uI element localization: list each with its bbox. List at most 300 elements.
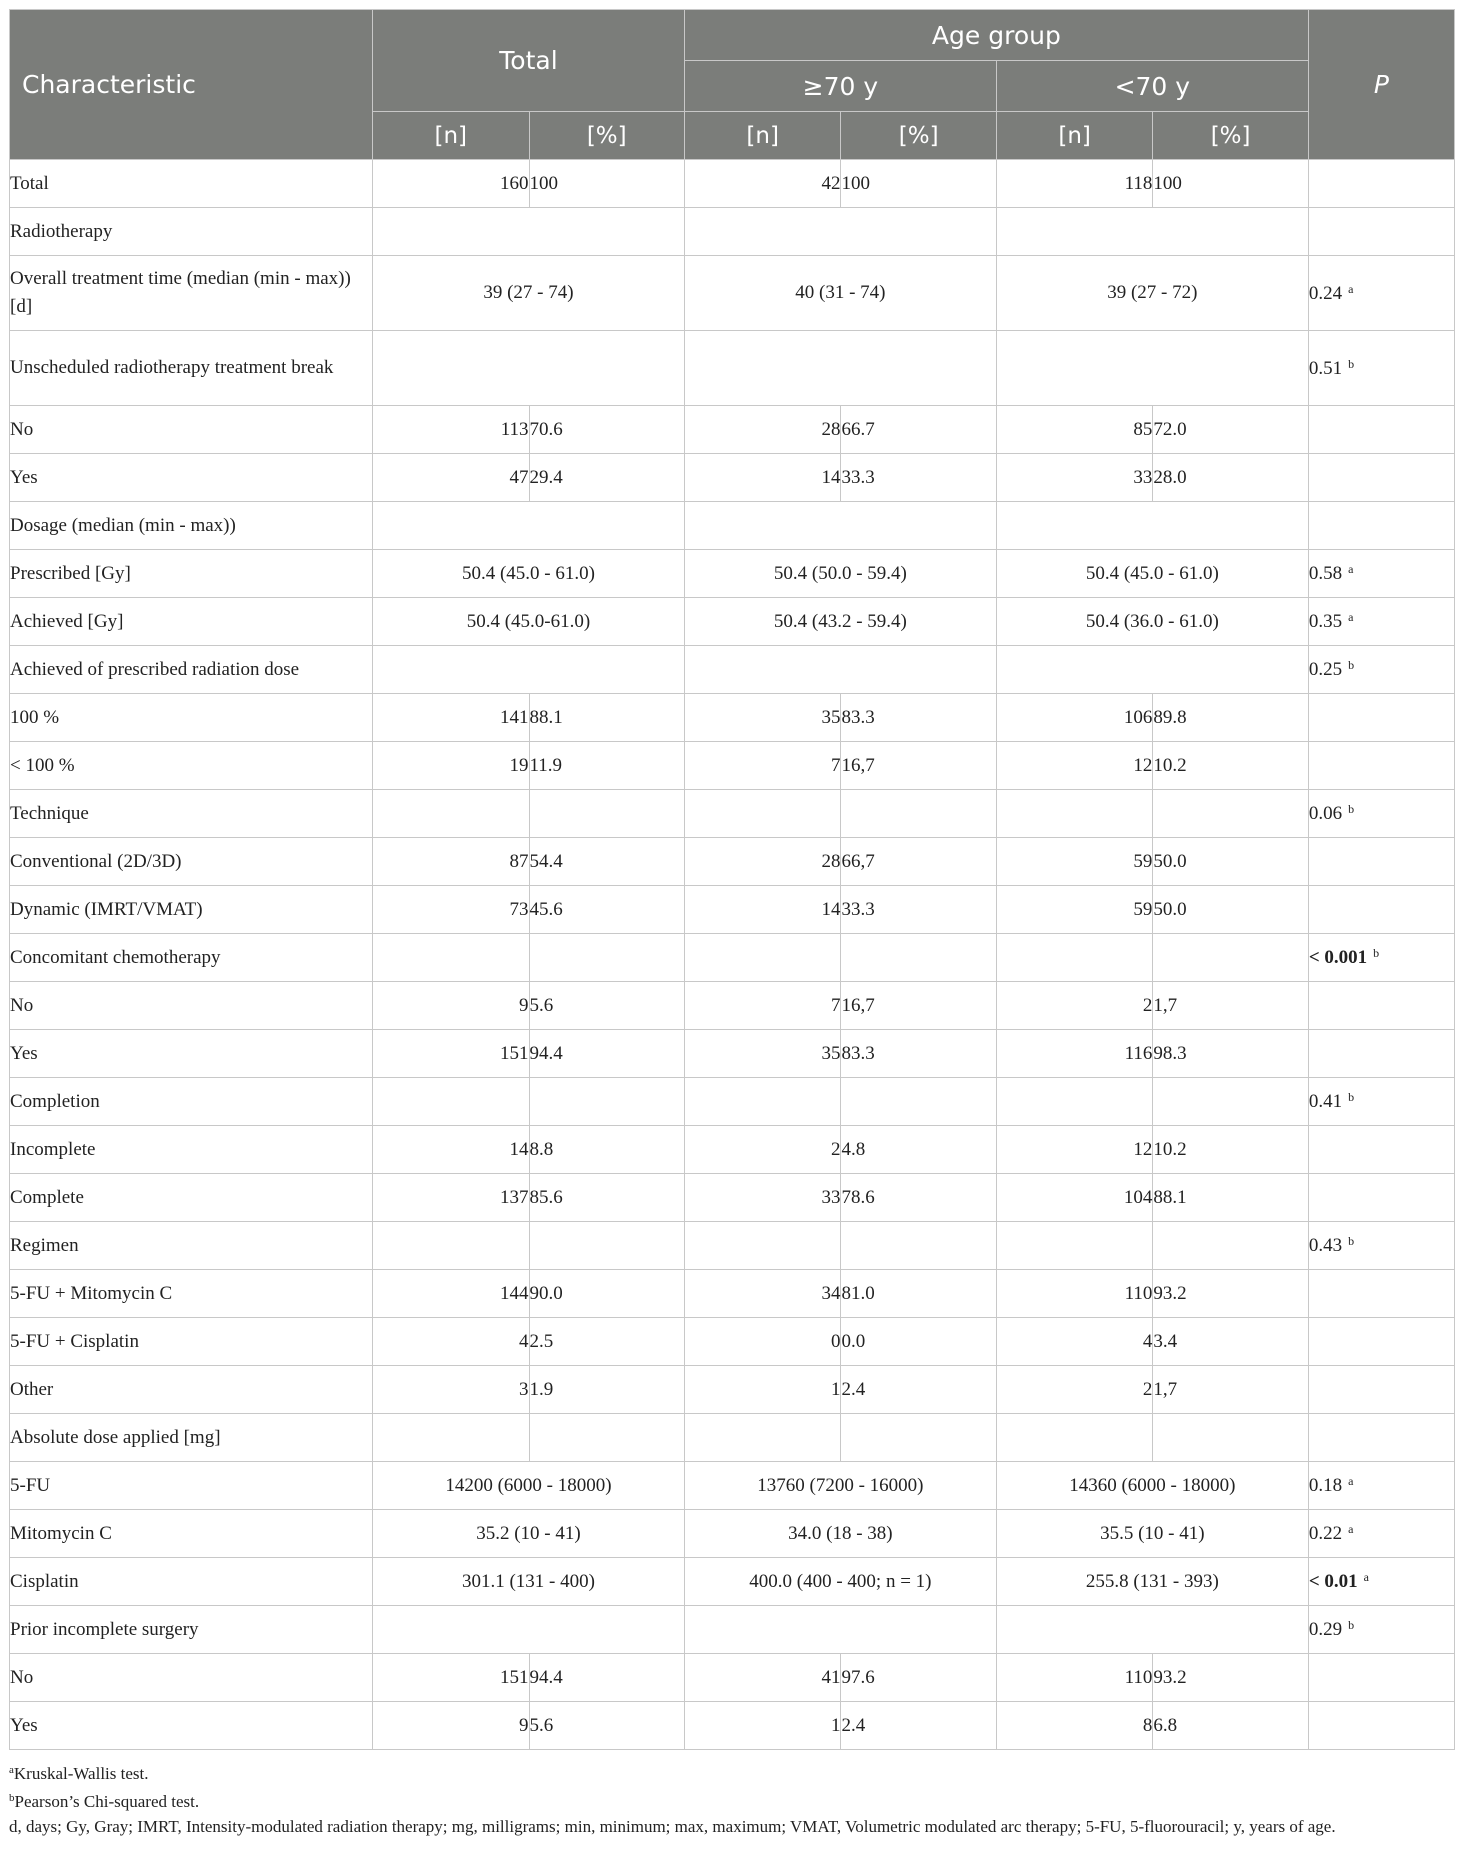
empty-cell: [529, 934, 684, 982]
empty-cell: [684, 502, 996, 550]
empty-cell: [841, 934, 996, 982]
footnote-marker: b: [9, 1792, 15, 1804]
table-row: [10, 1462, 1455, 1510]
table-row: [10, 1414, 1455, 1462]
row-label: Cisplatin: [10, 1558, 373, 1606]
lt70-pct: 1,7: [1153, 1366, 1308, 1414]
row-label: Total: [10, 160, 373, 208]
empty-cell: [841, 1078, 996, 1126]
ge70-pct: 83.3: [841, 694, 996, 742]
total-n: 47: [372, 454, 529, 502]
p-value: [1308, 982, 1454, 1030]
empty-cell: [841, 1414, 996, 1462]
header-lt70-pct: [%]: [1153, 112, 1308, 160]
empty-cell: [684, 646, 996, 694]
p-value: [1308, 1318, 1454, 1366]
table-row: [10, 790, 1455, 838]
total-n: 113: [372, 406, 529, 454]
p-value: [1308, 208, 1454, 256]
row-label: Absolute dose applied [mg]: [10, 1414, 373, 1462]
empty-cell: [996, 1222, 1153, 1270]
footnote: [9, 1758, 1455, 1786]
lt70-value: 255.8 (131 - 393): [996, 1558, 1308, 1606]
ge70-pct: 66,7: [841, 838, 996, 886]
p-value-text: 0.58: [1308, 563, 1343, 584]
empty-cell: [996, 208, 1308, 256]
table-row: [10, 1366, 1455, 1414]
test-footnote-marker: a: [1348, 281, 1354, 296]
ge70-n: 41: [684, 1654, 841, 1702]
header-total-n: [n]: [372, 112, 529, 160]
empty-cell: [996, 790, 1153, 838]
total-n: 9: [372, 982, 529, 1030]
total-pct: 5.6: [529, 1702, 684, 1750]
test-footnote-marker: b: [1348, 356, 1355, 371]
total-pct: 90.0: [529, 1270, 684, 1318]
p-value-text: 0.25: [1308, 659, 1343, 680]
table-row: [10, 598, 1455, 646]
row-label: Achieved [Gy]: [10, 598, 373, 646]
row-label: Concomitant chemotherapy: [10, 934, 373, 982]
ge70-pct: 16,7: [841, 982, 996, 1030]
empty-cell: [684, 934, 841, 982]
table-row: [10, 454, 1455, 502]
empty-cell: [372, 790, 529, 838]
lt70-n: 8: [996, 1702, 1153, 1750]
total-value: 50.4 (45.0 - 61.0): [372, 550, 684, 598]
lt70-value: 50.4 (36.0 - 61.0): [996, 598, 1308, 646]
empty-cell: [996, 934, 1153, 982]
ge70-n: 14: [684, 454, 841, 502]
lt70-n: 110: [996, 1270, 1153, 1318]
row-label: 5-FU + Cisplatin: [10, 1318, 373, 1366]
empty-cell: [1153, 790, 1308, 838]
row-label: No: [10, 1654, 373, 1702]
p-value: [1308, 1702, 1454, 1750]
empty-cell: [372, 1078, 529, 1126]
p-value: [1308, 1462, 1454, 1510]
p-value: [1308, 256, 1454, 331]
ge70-pct: 2.4: [841, 1366, 996, 1414]
total-pct: 2.5: [529, 1318, 684, 1366]
ge70-value: 50.4 (43.2 - 59.4): [684, 598, 996, 646]
total-pct: 5.6: [529, 982, 684, 1030]
lt70-n: 12: [996, 1126, 1153, 1174]
empty-cell: [372, 1414, 529, 1462]
p-value: [1308, 1558, 1454, 1606]
lt70-pct: 72.0: [1153, 406, 1308, 454]
empty-cell: [841, 790, 996, 838]
test-footnote-marker: a: [1348, 1522, 1354, 1536]
ge70-pct: 97.6: [841, 1654, 996, 1702]
footnote: [9, 1814, 1455, 1839]
total-n: 137: [372, 1174, 529, 1222]
p-value: [1308, 1654, 1454, 1702]
table-row: [10, 406, 1455, 454]
row-label: Other: [10, 1366, 373, 1414]
table-row: [10, 1174, 1455, 1222]
empty-cell: [529, 790, 684, 838]
test-footnote-marker: b: [1348, 1090, 1355, 1104]
total-n: 160: [372, 160, 529, 208]
lt70-pct: 3.4: [1153, 1318, 1308, 1366]
row-label: Technique: [10, 790, 373, 838]
total-pct: 45.6: [529, 886, 684, 934]
header-age-lt70: <70 y: [996, 61, 1308, 112]
empty-cell: [372, 208, 684, 256]
test-footnote-marker: b: [1348, 802, 1355, 816]
lt70-n: 59: [996, 838, 1153, 886]
ge70-pct: 0.0: [841, 1318, 996, 1366]
lt70-pct: 10.2: [1153, 742, 1308, 790]
empty-cell: [372, 502, 684, 550]
empty-cell: [996, 1078, 1153, 1126]
row-label: Yes: [10, 1702, 373, 1750]
p-value: [1308, 694, 1454, 742]
table-row: [10, 1510, 1455, 1558]
row-label: < 100 %: [10, 742, 373, 790]
lt70-n: 118: [996, 160, 1153, 208]
header-age-group: Age group: [684, 10, 1308, 61]
table-row: [10, 934, 1455, 982]
row-label: Yes: [10, 1030, 373, 1078]
p-value-text: 0.51: [1308, 357, 1343, 379]
ge70-pct: 33.3: [841, 886, 996, 934]
p-value: [1308, 646, 1454, 694]
row-label: Overall treatment time (median (min - max)) [d]: [10, 256, 373, 331]
table-row: [10, 646, 1455, 694]
empty-cell: [996, 1606, 1308, 1654]
row-label: Yes: [10, 454, 373, 502]
table-row: [10, 838, 1455, 886]
header-age-ge70: ≥70 y: [684, 61, 996, 112]
table-row: [10, 1030, 1455, 1078]
p-value-text: 0.24: [1308, 282, 1343, 304]
table-row: [10, 742, 1455, 790]
lt70-n: 2: [996, 1366, 1153, 1414]
lt70-n: 59: [996, 886, 1153, 934]
table-body: [10, 160, 1455, 1750]
test-footnote-marker: b: [1373, 946, 1380, 960]
p-value: [1308, 331, 1454, 406]
p-value-text: < 0.01: [1308, 1571, 1358, 1592]
total-n: 14: [372, 1126, 529, 1174]
empty-cell: [684, 1606, 996, 1654]
p-value: [1308, 502, 1454, 550]
table-row: [10, 160, 1455, 208]
total-pct: 88.1: [529, 694, 684, 742]
total-n: 141: [372, 694, 529, 742]
empty-cell: [684, 1078, 841, 1126]
table-row: [10, 1222, 1455, 1270]
test-footnote-marker: b: [1348, 658, 1355, 672]
lt70-pct: 88.1: [1153, 1174, 1308, 1222]
ge70-pct: 33.3: [841, 454, 996, 502]
p-value: [1308, 1414, 1454, 1462]
p-value: [1308, 742, 1454, 790]
row-label: Regimen: [10, 1222, 373, 1270]
empty-cell: [529, 1222, 684, 1270]
ge70-pct: 100: [841, 160, 996, 208]
total-pct: 94.4: [529, 1030, 684, 1078]
ge70-n: 7: [684, 742, 841, 790]
ge70-n: 28: [684, 838, 841, 886]
ge70-pct: 78.6: [841, 1174, 996, 1222]
p-value: [1308, 1222, 1454, 1270]
row-label: 5-FU: [10, 1462, 373, 1510]
ge70-value: 34.0 (18 - 38): [684, 1510, 996, 1558]
empty-cell: [684, 1414, 841, 1462]
table-row: [10, 502, 1455, 550]
row-label: Radiotherapy: [10, 208, 373, 256]
lt70-pct: 93.2: [1153, 1654, 1308, 1702]
total-value: 35.2 (10 - 41): [372, 1510, 684, 1558]
empty-cell: [1153, 1222, 1308, 1270]
p-value: [1308, 550, 1454, 598]
total-n: 144: [372, 1270, 529, 1318]
total-n: 87: [372, 838, 529, 886]
ge70-value: 400.0 (400 - 400; n = 1): [684, 1558, 996, 1606]
empty-cell: [996, 502, 1308, 550]
header-total: Total: [372, 10, 684, 112]
lt70-pct: 50.0: [1153, 886, 1308, 934]
lt70-value: 39 (27 - 72): [996, 256, 1308, 331]
total-pct: 54.4: [529, 838, 684, 886]
empty-cell: [684, 208, 996, 256]
lt70-pct: 6.8: [1153, 1702, 1308, 1750]
ge70-pct: 4.8: [841, 1126, 996, 1174]
table-row: [10, 982, 1455, 1030]
table-container: [9, 9, 1455, 1839]
lt70-value: 35.5 (10 - 41): [996, 1510, 1308, 1558]
row-label: No: [10, 982, 373, 1030]
total-n: 4: [372, 1318, 529, 1366]
total-n: 9: [372, 1702, 529, 1750]
table-row: [10, 694, 1455, 742]
empty-cell: [1153, 1414, 1308, 1462]
ge70-n: 28: [684, 406, 841, 454]
ge70-pct: 66.7: [841, 406, 996, 454]
empty-cell: [684, 1222, 841, 1270]
total-pct: 85.6: [529, 1174, 684, 1222]
p-value: [1308, 1366, 1454, 1414]
lt70-n: 85: [996, 406, 1153, 454]
lt70-pct: 10.2: [1153, 1126, 1308, 1174]
p-value: [1308, 1510, 1454, 1558]
p-value: [1308, 1174, 1454, 1222]
empty-cell: [529, 1414, 684, 1462]
lt70-n: 106: [996, 694, 1153, 742]
total-value: 39 (27 - 74): [372, 256, 684, 331]
empty-cell: [684, 790, 841, 838]
lt70-pct: 28.0: [1153, 454, 1308, 502]
total-pct: 29.4: [529, 454, 684, 502]
total-pct: 1.9: [529, 1366, 684, 1414]
total-value: 50.4 (45.0-61.0): [372, 598, 684, 646]
total-pct: 100: [529, 160, 684, 208]
header-total-pct: [%]: [529, 112, 684, 160]
lt70-n: 110: [996, 1654, 1153, 1702]
ge70-value: 40 (31 - 74): [684, 256, 996, 331]
test-footnote-marker: a: [1348, 1474, 1354, 1488]
empty-cell: [996, 646, 1308, 694]
row-label: Conventional (2D/3D): [10, 838, 373, 886]
p-value: [1308, 598, 1454, 646]
ge70-n: 0: [684, 1318, 841, 1366]
ge70-n: 1: [684, 1702, 841, 1750]
row-label: Mitomycin C: [10, 1510, 373, 1558]
empty-cell: [529, 1078, 684, 1126]
ge70-n: 14: [684, 886, 841, 934]
total-n: 151: [372, 1030, 529, 1078]
lt70-n: 116: [996, 1030, 1153, 1078]
ge70-n: 1: [684, 1366, 841, 1414]
row-label: Prescribed [Gy]: [10, 550, 373, 598]
test-footnote-marker: b: [1348, 1618, 1355, 1632]
ge70-pct: 16,7: [841, 742, 996, 790]
p-value-text: < 0.001: [1308, 947, 1368, 968]
ge70-pct: 81.0: [841, 1270, 996, 1318]
ge70-n: 42: [684, 160, 841, 208]
p-value: [1308, 160, 1454, 208]
p-value-text: 0.06: [1308, 803, 1343, 824]
p-value: [1308, 934, 1454, 982]
empty-cell: [996, 331, 1308, 406]
p-value-text: 0.35: [1308, 611, 1343, 632]
row-label: Incomplete: [10, 1126, 373, 1174]
lt70-pct: 50.0: [1153, 838, 1308, 886]
p-value: [1308, 1126, 1454, 1174]
row-label: Complete: [10, 1174, 373, 1222]
lt70-n: 2: [996, 982, 1153, 1030]
lt70-pct: 98.3: [1153, 1030, 1308, 1078]
table-row: [10, 331, 1455, 406]
total-pct: 94.4: [529, 1654, 684, 1702]
test-footnote-marker: a: [1348, 610, 1354, 624]
table-row: [10, 1318, 1455, 1366]
total-n: 3: [372, 1366, 529, 1414]
total-pct: 70.6: [529, 406, 684, 454]
total-n: 151: [372, 1654, 529, 1702]
table-row: [10, 1702, 1455, 1750]
row-label: Dynamic (IMRT/VMAT): [10, 886, 373, 934]
empty-cell: [1153, 1078, 1308, 1126]
ge70-n: 35: [684, 694, 841, 742]
ge70-n: 7: [684, 982, 841, 1030]
row-label: No: [10, 406, 373, 454]
ge70-value: 50.4 (50.0 - 59.4): [684, 550, 996, 598]
row-label: Achieved of prescribed radiation dose: [10, 646, 373, 694]
table-row: [10, 1606, 1455, 1654]
header-ge70-pct: [%]: [841, 112, 996, 160]
empty-cell: [841, 1222, 996, 1270]
ge70-n: 33: [684, 1174, 841, 1222]
footnote-text: Pearson’s Chi-squared test.: [14, 1792, 200, 1811]
test-footnote-marker: a: [1363, 1570, 1369, 1584]
table-header: [10, 10, 1455, 160]
total-n: 73: [372, 886, 529, 934]
p-value: [1308, 886, 1454, 934]
lt70-pct: 1,7: [1153, 982, 1308, 1030]
lt70-n: 104: [996, 1174, 1153, 1222]
header-characteristic: Characteristic: [10, 10, 373, 160]
lt70-pct: 93.2: [1153, 1270, 1308, 1318]
footnote-text: Kruskal-Wallis test.: [13, 1764, 149, 1783]
test-footnote-marker: b: [1348, 1234, 1355, 1248]
ge70-n: 2: [684, 1126, 841, 1174]
p-value-text: 0.22: [1308, 1523, 1343, 1544]
empty-cell: [372, 331, 684, 406]
total-value: 14200 (6000 - 18000): [372, 1462, 684, 1510]
ge70-pct: 83.3: [841, 1030, 996, 1078]
lt70-pct: 89.8: [1153, 694, 1308, 742]
row-label: Prior incomplete surgery: [10, 1606, 373, 1654]
table-row: [10, 550, 1455, 598]
p-value: [1308, 790, 1454, 838]
table-row: [10, 1126, 1455, 1174]
p-value-text: 0.29: [1308, 1619, 1343, 1640]
ge70-n: 34: [684, 1270, 841, 1318]
header-ge70-n: [n]: [684, 112, 841, 160]
p-value-text: 0.43: [1308, 1235, 1343, 1256]
total-value: 301.1 (131 - 400): [372, 1558, 684, 1606]
lt70-n: 12: [996, 742, 1153, 790]
ge70-value: 13760 (7200 - 16000): [684, 1462, 996, 1510]
footnotes: [9, 1758, 1455, 1839]
table-row: [10, 886, 1455, 934]
row-label: Completion: [10, 1078, 373, 1126]
row-label: Unscheduled radiotherapy treatment break: [10, 331, 373, 406]
p-value: [1308, 838, 1454, 886]
p-value: [1308, 1270, 1454, 1318]
ge70-n: 35: [684, 1030, 841, 1078]
row-label: 5-FU + Mitomycin C: [10, 1270, 373, 1318]
characteristics-table: [9, 9, 1455, 1750]
footnote-text: d, days; Gy, Gray; IMRT, Intensity-modulated radiation therapy; mg, milligrams; min, minimum; max, maximum; VMAT, Volumetric modulated arc therapy; 5-FU, 5-fluorouracil; y, years of age.: [9, 1817, 1336, 1836]
p-value-text: 0.41: [1308, 1091, 1343, 1112]
header-p: P: [1308, 10, 1454, 160]
total-n: 19: [372, 742, 529, 790]
p-value: [1308, 1606, 1454, 1654]
header-lt70-n: [n]: [996, 112, 1153, 160]
table-row: [10, 256, 1455, 331]
row-label: 100 %: [10, 694, 373, 742]
lt70-n: 4: [996, 1318, 1153, 1366]
total-pct: 8.8: [529, 1126, 684, 1174]
empty-cell: [1153, 934, 1308, 982]
footnote: [9, 1786, 1455, 1814]
empty-cell: [372, 1606, 684, 1654]
lt70-value: 50.4 (45.0 - 61.0): [996, 550, 1308, 598]
table-row: [10, 1558, 1455, 1606]
total-pct: 11.9: [529, 742, 684, 790]
table-row: [10, 1654, 1455, 1702]
lt70-pct: 100: [1153, 160, 1308, 208]
table-row: [10, 1078, 1455, 1126]
table-row: [10, 208, 1455, 256]
lt70-n: 33: [996, 454, 1153, 502]
p-value: [1308, 1030, 1454, 1078]
p-value: [1308, 406, 1454, 454]
empty-cell: [684, 331, 996, 406]
test-footnote-marker: a: [1348, 562, 1354, 576]
footnote-marker: a: [9, 1764, 14, 1776]
row-label: Dosage (median (min - max)): [10, 502, 373, 550]
empty-cell: [372, 934, 529, 982]
empty-cell: [372, 1222, 529, 1270]
empty-cell: [996, 1414, 1153, 1462]
p-value: [1308, 454, 1454, 502]
